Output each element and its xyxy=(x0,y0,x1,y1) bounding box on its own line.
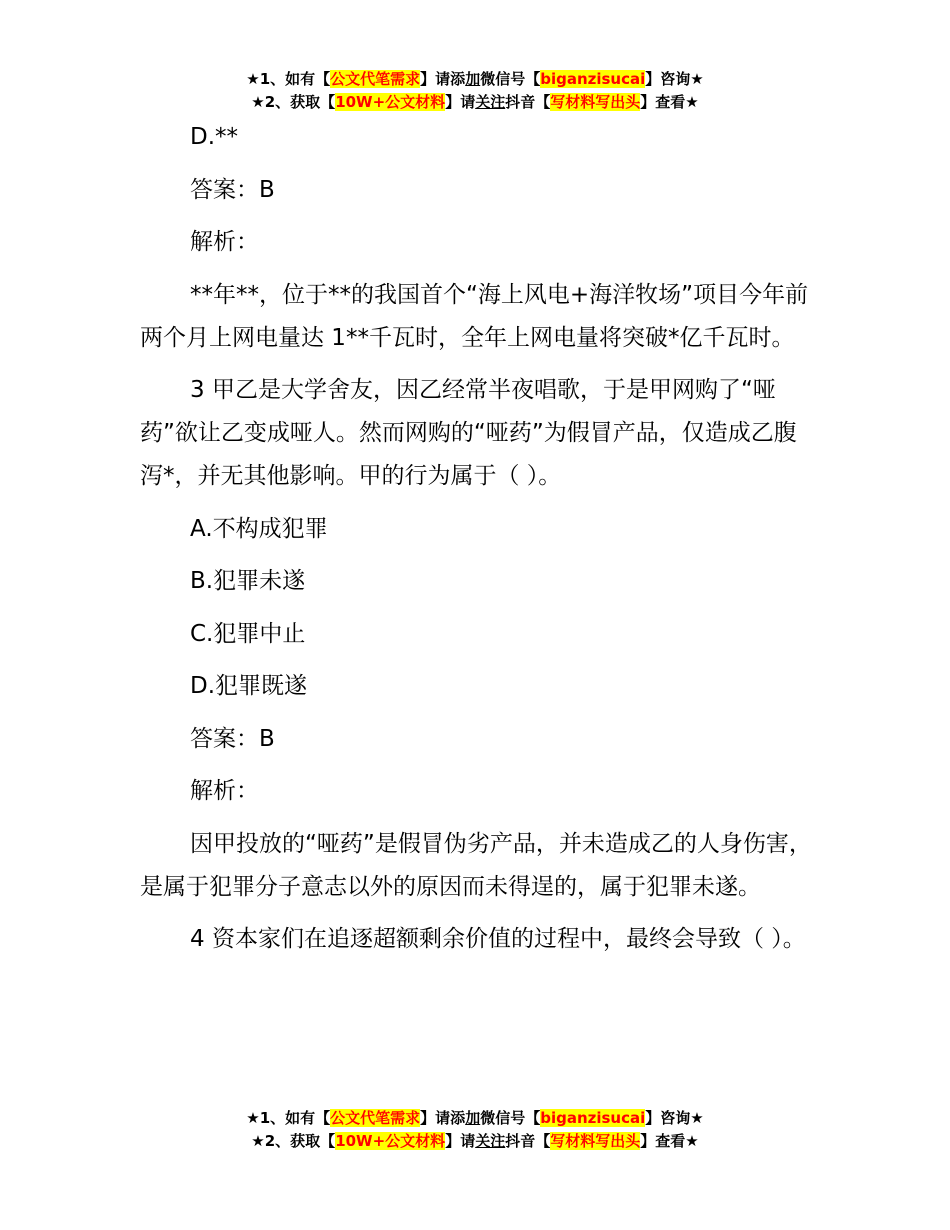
banner-line-2: ★2、获取【10W+公文材料】请关注抖音【写材料写出头】查看★ xyxy=(251,93,699,111)
analysis-label: 解析： xyxy=(190,229,259,255)
analysis-text: **年**，位于**的我国首个“海上风电+海洋牧场”项目今年前两个月上网电量达 1**千瓦时，全年上网电量将突破*亿千瓦时。 xyxy=(140,281,809,351)
option-b: B.犯罪未遂 xyxy=(190,568,306,594)
banner-line-1: ★1、如有【公文代笔需求】请添加微信号【biganzisucai】咨询★ xyxy=(246,1109,704,1127)
option-d: D.** xyxy=(190,124,239,150)
header-banner xyxy=(0,68,950,114)
highlight-materials: 10W+公文材料 xyxy=(335,1132,446,1150)
banner-line-1: ★1、如有【公文代笔需求】请添加微信号【biganzisucai】咨询★ xyxy=(246,70,704,88)
option-d: D.犯罪既遂 xyxy=(190,673,308,699)
question-4: 4 资本家们在追逐超额剩余价值的过程中，最终会导致（ ）。 xyxy=(190,926,806,952)
highlight-wechat-id: biganzisucai xyxy=(540,1109,646,1127)
option-c: C.犯罪中止 xyxy=(190,620,306,647)
analysis-text: 因甲投放的“哑药”是假冒伪劣产品，并未造成乙的人身伤害，是属于犯罪分子意志以外的原因而未得逞的，属于犯罪未遂。 xyxy=(140,830,812,900)
analysis-label: 解析： xyxy=(190,778,259,804)
document-body xyxy=(140,116,812,971)
answer: 答案：B xyxy=(190,176,275,203)
highlight-service: 公文代笔需求 xyxy=(330,70,421,88)
banner-line-2: ★2、获取【10W+公文材料】请关注抖音【写材料写出头】查看★ xyxy=(251,1132,699,1150)
highlight-wechat-id: biganzisucai xyxy=(540,70,646,88)
answer: 答案：B xyxy=(190,725,275,752)
footer-banner xyxy=(0,1107,950,1153)
option-a: A.不构成犯罪 xyxy=(190,515,328,542)
highlight-douyin: 写材料写出头 xyxy=(550,1132,641,1150)
highlight-materials: 10W+公文材料 xyxy=(335,93,446,111)
highlight-douyin: 写材料写出头 xyxy=(550,93,641,111)
question-3: 3 甲乙是大学舍友，因乙经常半夜唱歌，于是甲网购了“哑药”欲让乙变成哑人。然而网购的“哑药”为假冒产品，仅造成乙腹泻*，并无其他影响。甲的行为属于（ ）。 xyxy=(140,377,797,489)
highlight-service: 公文代笔需求 xyxy=(330,1109,421,1127)
